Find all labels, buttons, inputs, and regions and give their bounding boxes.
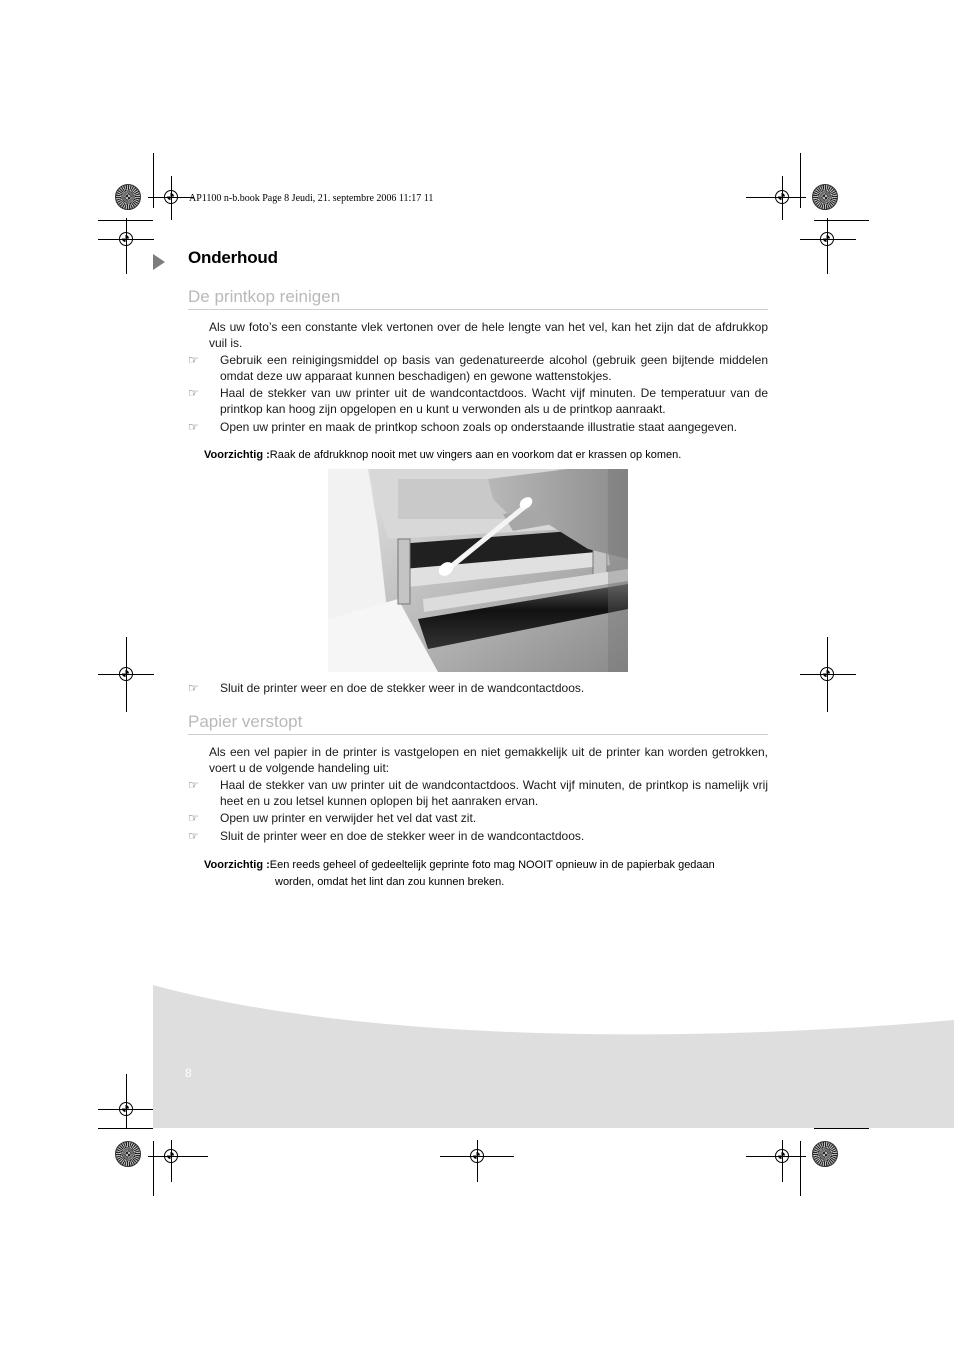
starburst-target-icon [115, 1141, 141, 1167]
list-item [188, 828, 768, 844]
crop-line [148, 1156, 208, 1157]
registration-mark-icon [775, 1149, 789, 1163]
crop-line [153, 153, 154, 208]
list-item-text: Sluit de printer weer en doe de stekker weer in de wandcontactdoos. [220, 829, 585, 843]
footer-band [153, 985, 954, 1128]
registration-mark-icon [164, 1149, 178, 1163]
list-item [188, 810, 768, 826]
caution-note-continuation: worden, omdat het lint dan zou kunnen breken. [275, 876, 505, 888]
footer-curve [153, 985, 954, 1045]
registration-mark-icon [820, 667, 834, 681]
crop-line [814, 1128, 869, 1129]
section-arrow-icon [153, 254, 165, 270]
crop-line [800, 153, 801, 208]
pointing-hand-icon: ☞ [188, 829, 199, 843]
book-info-line: AP1100 n-b.book Page 8 Jeudi, 21. septembre 2006 11:17 11 [189, 193, 434, 204]
registration-mark-icon [164, 190, 178, 204]
starburst-target-icon [812, 1141, 838, 1167]
section-intro: Als uw foto’s een constante vlek vertonen over de hele lengte van het vel, kan het zijn dat de afdrukkop vuil is. [209, 320, 768, 350]
crop-line [126, 1074, 127, 1128]
pointing-hand-icon: ☞ [188, 420, 199, 434]
crop-line [153, 1141, 154, 1196]
pointing-hand-icon: ☞ [188, 681, 199, 695]
list-item-text: Sluit de printer weer en doe de stekker weer in de wandcontactdoos. [220, 681, 585, 695]
registration-mark-icon [820, 232, 834, 246]
crop-line [814, 220, 869, 221]
crop-line [98, 1128, 153, 1129]
caution-text: Een reeds geheel of gedeeltelijk geprinte foto mag NOOIT opnieuw in de papierbak gedaan [269, 859, 715, 871]
list-item [188, 680, 768, 696]
list-item [188, 419, 768, 435]
crop-line [800, 1141, 801, 1196]
caution-text: Raak de afdrukknop nooit met uw vingers aan en voorkom dat er krassen op komen. [269, 449, 682, 461]
caution-label: Voorzichtig : [204, 859, 270, 871]
list-item-text: Open uw printer en maak de printkop schoon zoals op onderstaande illustratie staat aangegeven. [220, 420, 737, 434]
crop-line [126, 218, 127, 274]
pointing-hand-icon: ☞ [188, 778, 199, 792]
registration-mark-icon [470, 1149, 484, 1163]
registration-mark-icon [119, 1102, 133, 1116]
pointing-hand-icon: ☞ [188, 811, 199, 825]
registration-mark-icon [119, 667, 133, 681]
page-title: Onderhoud [188, 248, 278, 267]
starburst-target-icon [812, 184, 838, 210]
pointing-hand-icon: ☞ [188, 386, 199, 400]
list-item-text: Gebruik een reinigingsmiddel op basis van gedenatureerde alcohol (gebruik geen bijtende middelen omdat deze uw apparaat kunnen beschadigen) en gewone wattenstokjes. [220, 353, 768, 383]
printhead-cleaning-photo [328, 469, 628, 672]
caution-note [204, 857, 768, 874]
list-item-text: Haal de stekker van uw printer uit de wandcontactdoos. Wacht vijf minuten. De temperatuur van de printkop kan hoog zijn opgelopen en u kunt u verwonden als u de printkop aanraakt. [220, 386, 768, 416]
section-heading-paper-jam: Papier verstopt [188, 712, 768, 735]
crop-line [827, 218, 828, 274]
caution-note [204, 447, 768, 464]
caution-label: Voorzichtig : [204, 449, 270, 461]
printhead-photo-illustration [328, 469, 628, 672]
pointing-hand-icon: ☞ [188, 353, 199, 367]
list-item [188, 385, 768, 417]
list-item [188, 352, 768, 384]
starburst-target-icon [115, 184, 141, 210]
registration-mark-icon [775, 190, 789, 204]
page-number: 8 [185, 1066, 192, 1080]
list-item-text: Open uw printer en verwijder het vel dat vast zit. [220, 811, 477, 825]
registration-mark-icon [119, 232, 133, 246]
list-item-text: Haal de stekker van uw printer uit de wandcontactdoos. Wacht vijf minuten, de printkop is namelijk vrij heet en u zou letsel kunnen oplopen bij het aanraken ervan. [220, 778, 768, 808]
section-heading-printhead: De printkop reinigen [188, 287, 768, 310]
list-item [188, 777, 768, 809]
section-intro: Als een vel papier in de printer is vastgelopen en niet gemakkelijk uit de printer kan worden getrokken, voert u de volgende handeling uit: [209, 745, 768, 775]
